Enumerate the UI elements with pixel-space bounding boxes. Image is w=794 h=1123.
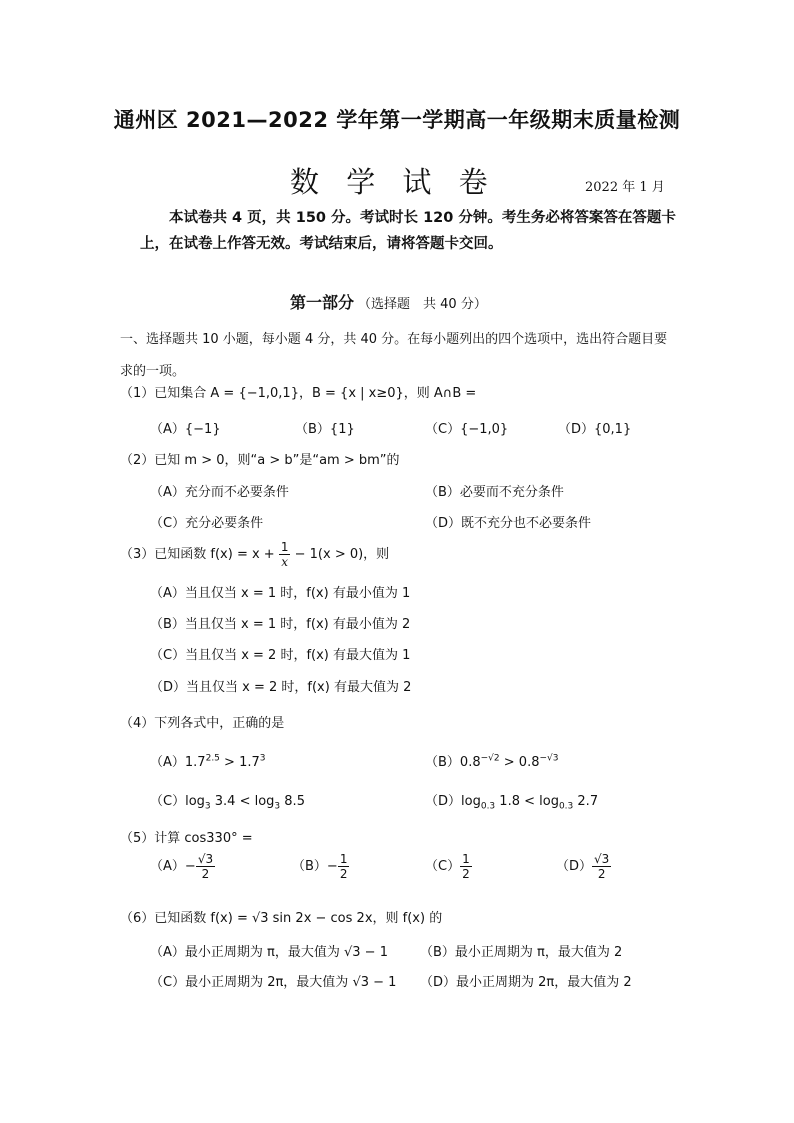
exponent: −√3 — [539, 753, 559, 764]
log-base: 3 — [204, 801, 211, 812]
exam-instructions — [140, 205, 680, 257]
fraction-numerator: 1 — [462, 852, 470, 866]
question-6-option-d: （D）最小正周期为 2π，最大值为 2 — [420, 975, 632, 990]
question-1-option-c: （C）{−1,0} — [425, 422, 509, 437]
fraction-numerator: √3 — [197, 852, 214, 866]
question-4-option-c — [150, 790, 305, 812]
sign: − — [184, 859, 196, 874]
exponent: −√2 — [480, 753, 500, 764]
log-base: 3 — [274, 801, 281, 812]
question-4-option-a — [150, 751, 266, 770]
base: 1.7 — [184, 755, 206, 770]
log-text: 8.5 — [280, 794, 305, 809]
part-one-heading — [290, 290, 487, 313]
question-2-option-b: （B）必要而不充分条件 — [425, 485, 564, 500]
fraction-denominator: x — [281, 555, 289, 569]
question-3-stem-post: − 1(x > 0)，则 — [294, 547, 390, 562]
log-text: 1.8 < log — [495, 794, 559, 809]
question-6-option-c: （C）最小正周期为 2π，最大值为 √3 − 1 — [150, 975, 397, 990]
question-2-stem: （2）已知 m > 0，则“a > b”是“am > bm”的 — [120, 453, 400, 468]
fraction-numerator: 1 — [280, 540, 289, 554]
question-2-option-d: （D）既不充分也不必要条件 — [425, 516, 592, 531]
option-label: （A） — [150, 755, 185, 770]
exponent: 2.5 — [205, 753, 220, 764]
question-2-option-c: （C）充分必要条件 — [150, 516, 264, 531]
section-intro — [120, 324, 680, 388]
question-5-option-c — [425, 852, 472, 881]
question-2-option-a: （A）充分而不必要条件 — [150, 485, 289, 500]
question-6-stem: （6）已知函数 f(x) = √3 sin 2x − cos 2x，则 f(x) 的 — [120, 911, 443, 926]
fraction-numerator: 1 — [339, 852, 348, 866]
option-label: （B） — [425, 755, 460, 770]
option-label: （D） — [425, 794, 462, 809]
base: 0.8 — [459, 755, 481, 770]
question-5-option-b — [292, 852, 349, 881]
question-3-option-c: （C）当且仅当 x = 2 时，f(x) 有最大值为 1 — [150, 648, 411, 663]
fraction-denominator: 2 — [339, 867, 348, 881]
base: 0.8 — [518, 755, 540, 770]
fraction — [338, 852, 350, 881]
fraction — [592, 852, 611, 881]
question-3-option-b: （B）当且仅当 x = 1 时，f(x) 有最小值为 2 — [150, 617, 411, 632]
sign: − — [326, 859, 338, 874]
question-6-option-b: （B）最小正周期为 π，最大值为 2 — [420, 945, 623, 960]
option-label: （B） — [292, 859, 327, 874]
exponent: 3 — [259, 753, 266, 764]
question-4-option-d — [425, 790, 598, 812]
option-label: （C） — [425, 859, 461, 874]
part-one-title: 第一部分 — [290, 293, 355, 312]
fraction-denominator: 2 — [597, 867, 606, 881]
log-text: 2.7 — [573, 794, 599, 809]
question-3-stem — [120, 540, 389, 569]
instructions-text: 本试卷共 4 页，共 150 分。考试时长 120 分钟。考生务必将答案答在答题卡上，在试卷上作答无效。考试结束后，请将答题卡交回。 — [140, 210, 676, 252]
fraction — [460, 852, 472, 881]
fraction — [196, 852, 215, 881]
question-4-stem: （4）下列各式中，正确的是 — [120, 716, 285, 731]
exam-date: 2022 年 1 月 — [585, 180, 665, 195]
question-1-option-a: （A）{−1} — [150, 422, 221, 437]
log-text: log — [185, 794, 205, 809]
subject-title: 数 学 试 卷 — [290, 165, 497, 199]
question-3-fraction — [279, 540, 291, 569]
exam-title: 通州区 2021—2022 学年第一学期高一年级期末质量检测 — [113, 108, 681, 132]
option-label: （A） — [150, 859, 185, 874]
part-one-subtitle: （选择题 共 40 分） — [358, 297, 487, 312]
question-3-option-a: （A）当且仅当 x = 1 时，f(x) 有最小值为 1 — [150, 586, 411, 601]
question-4-option-b — [425, 751, 559, 770]
question-1-option-b: （B）{1} — [295, 422, 355, 437]
question-3-option-d: （D）当且仅当 x = 2 时，f(x) 有最大值为 2 — [150, 680, 412, 695]
question-6-option-a: （A）最小正周期为 π，最大值为 √3 − 1 — [150, 945, 388, 960]
fraction-numerator: √3 — [594, 852, 610, 866]
fraction-denominator: 2 — [462, 867, 470, 881]
section-intro-text: 一、选择题共 10 小题，每小题 4 分，共 40 分。在每小题列出的四个选项中，选出符合题目要求的一项。 — [120, 332, 668, 379]
log-text: log — [461, 794, 481, 809]
question-5-stem: （5）计算 cos330° = — [120, 831, 253, 846]
log-base: 0.3 — [480, 801, 496, 812]
relation: > — [219, 755, 240, 770]
question-5-option-d — [556, 852, 611, 881]
fraction-denominator: 2 — [201, 867, 210, 881]
question-3-stem-pre: （3）已知函数 f(x) = x + — [120, 547, 275, 562]
relation: > — [499, 755, 519, 770]
log-text: 3.4 < log — [210, 794, 275, 809]
option-label: （D） — [556, 859, 593, 874]
question-1-stem: （1）已知集合 A = {−1,0,1}，B = {x | x≥0}，则 A∩B = — [120, 386, 477, 401]
question-1-option-d: （D）{0,1} — [558, 422, 632, 437]
base: 1.7 — [239, 755, 260, 770]
option-label: （C） — [150, 794, 186, 809]
question-5-option-a — [150, 852, 215, 881]
log-base: 0.3 — [558, 801, 574, 812]
